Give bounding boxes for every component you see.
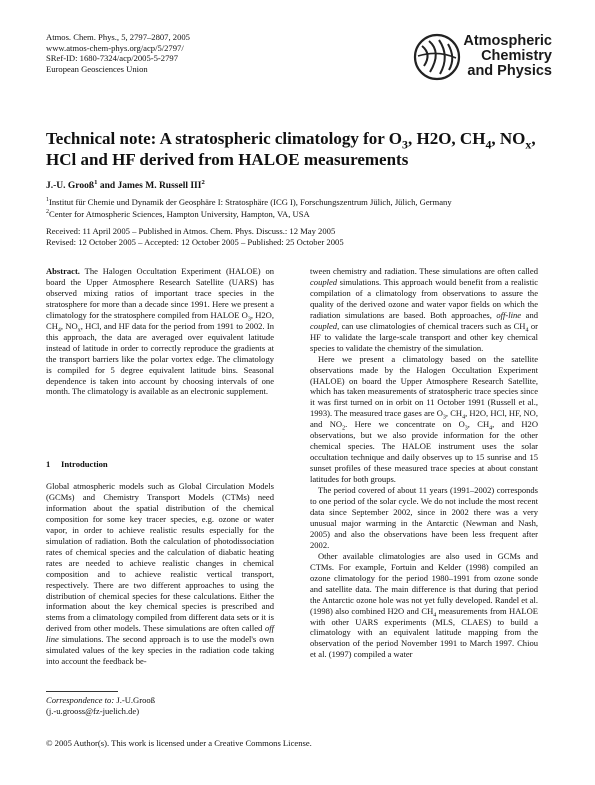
correspondence	[46, 695, 155, 717]
left-column	[46, 266, 274, 397]
correspondence-name: J.-U.Grooß	[116, 695, 156, 705]
abstract	[46, 266, 274, 397]
abstract-label: Abstract.	[46, 266, 80, 276]
egu-logo-icon	[412, 32, 462, 82]
journal-citation: Atmos. Chem. Phys., 5, 2797–2807, 2005	[46, 32, 190, 42]
section-title: Introduction	[61, 459, 108, 469]
logo-wordmark	[463, 34, 552, 79]
dates-line2: Revised: 12 October 2005 – Accepted: 12 October 2005 – Published: 25 October 2005	[46, 237, 344, 248]
abstract-text: The Halogen Occultation Experiment (HALOE) on board the Upper Atmosphere Research Satellite (UARS) has observed mixing ratios of important trace species in the stratosphere for more than a decade since 1991. Here we present a climatology for the stratosphere compiled from HALOE $O_3$, H2O, $CH_4$, $NO_x$, HCl, and HF data for the period from 1991 to 2002. In this approach, the data are averaged over equivalent latitude instead of latitude in order to correctly reproduce the gradients at the transport barriers like the polar vortex edge. The climatology is compiled for 5 degree equivalent latitude bins. Seasonal dependence is taken into account by choosing intervals of one month. The climatology is available as an electronic supplement.	[46, 266, 274, 397]
journal-logo	[412, 30, 552, 82]
right-paragraph-4: Other available climatologies are also used in GCMs and CTMs. For example, Fortuin and Kelder (1998) compiled an ozone climatology for the period 1980–1991 from ozone sonde and satellite data. The main difference is that during that period the Antarctic ozone hole was not yet fully developed. Randel et al. (1998) also combined H2O and $CH_4$ measurements from HALOE with other UARS experiments (MLS, CLAES) to build a climatology with an equivalent latitude mapping from the observation of the period November 1991 to March 1997. Chiou et al. (1997) compiled a water	[310, 550, 538, 660]
footnote-rule	[46, 691, 118, 692]
affiliation-2: $^2$Center for Atmospheric Sciences, Hampton University, Hampton, VA, USA	[46, 208, 310, 219]
correspondence-label: Correspondence to:	[46, 695, 115, 705]
affiliation-1: $^1$Institut für Chemie und Dynamik der Geosphäre I: Stratosphäre (ICG I), Forschungszentrum Jülich, Jülich, Germany	[46, 197, 452, 207]
right-paragraph-2: Here we present a climatology based on the satellite observations made by the Halogen Occultation Experiment (HALOE) on board the Upper Atmosphere Research Satellite, which has taken measurements of stratospheric trace species since it was first turned on in orbit on 11 October 1991 (Russell et al., 1993). The measured trace gases are $O_3$, $CH_4$, H2O, HCl, HF, NO, and $NO_2$. Here we concentrate on $O_3$, $CH_4$, and H2O observations, but we also provide information for the other chemical species. The HALOE instrument uses the solar occultation technique and daily observes up to 15 sunrise and 15 sunset profiles of these measured trace species at about constant latitudes for both groups.	[310, 353, 538, 485]
affiliations	[46, 197, 556, 220]
authors: J.-U. Grooß$^1$ and James M. Russell III$^2$	[46, 178, 205, 191]
dates-line1: Received: 11 April 2005 – Published in Atmos. Chem. Phys. Discuss.: 12 May 2005	[46, 226, 336, 236]
journal-publisher: European Geosciences Union	[46, 63, 148, 74]
journal-url[interactable]: www.atmos-chem-phys.org/acp/5/2797/	[46, 42, 184, 53]
right-column	[310, 266, 538, 660]
intro-column	[46, 481, 274, 667]
logo-line2: Chemistry	[481, 48, 552, 64]
copyright-notice: © 2005 Author(s). This work is licensed under a Creative Commons License.	[46, 738, 312, 748]
publication-dates	[46, 226, 556, 249]
section-heading	[46, 459, 108, 469]
journal-sref: SRef-ID: 1680-7324/acp/2005-5-2797	[46, 53, 178, 64]
logo-line3: and Physics	[467, 63, 552, 79]
right-paragraph-3: The period covered of about 11 years (1991–2002) corresponds to one period of the solar cycle. We do not include the most recent data since September 2002, since in 2002 there was a very unusual major warming in the Antarctic (Newman and Nash, 2005) and also the observations have been less frequent after 2002.	[310, 485, 538, 550]
correspondence-line	[46, 695, 155, 706]
paper-title	[46, 128, 556, 170]
section-number: 1	[46, 459, 51, 469]
correspondence-email[interactable]: (j.-u.grooss@fz-juelich.de)	[46, 706, 140, 716]
title-line2: HCl and HF derived from HALOE measurements	[46, 150, 409, 169]
right-paragraph-1: tween chemistry and radiation. These simulations are often called coupled simulations. This approach would benefit from a realistic compilation of a climatology from observations to assure the quality of the derived ozone and water vapor fields on which the radiation simulations are based. Both approaches, off-line and coupled, can use climatologies of chemical tracers such as $CH_4$ or HF to validate the large-scale transport and other key chemical species to validate the chemistry of the simulation.	[310, 266, 538, 353]
logo-line1: Atmospheric	[463, 33, 552, 49]
intro-paragraph: Global atmospheric models such as Global Circulation Models (GCMs) and Chemistry Transport Models (CTMs) need information about the spatial distribution of the chemical composition for some key tracer species, e.g. ozone or water vapor, in order to achieve realistic results especially for the simulation of radiation. Both the calculation of photodissociation rates of chemical species and the calculation of diabatic heating rates are needed to achieve realistic changes in chemical composition and to achieve realistic vertical transport, respectively. There are two different approaches to using the distribution of chemical species for these calculations. Either the information about the key chemical species is prescribed and stems from a climatology compiled from different data sets or it is derived from other models. These simulations are often called off line simulations. The second approach is to use the model's own simulated values of the key species in the radiation code taking into account the feedback be-	[46, 481, 274, 667]
title-line1: Technical note: A stratospheric climatology for $O_3$, H2O, $CH_4$, $NO_x$,	[46, 129, 536, 152]
journal-header	[46, 32, 190, 74]
